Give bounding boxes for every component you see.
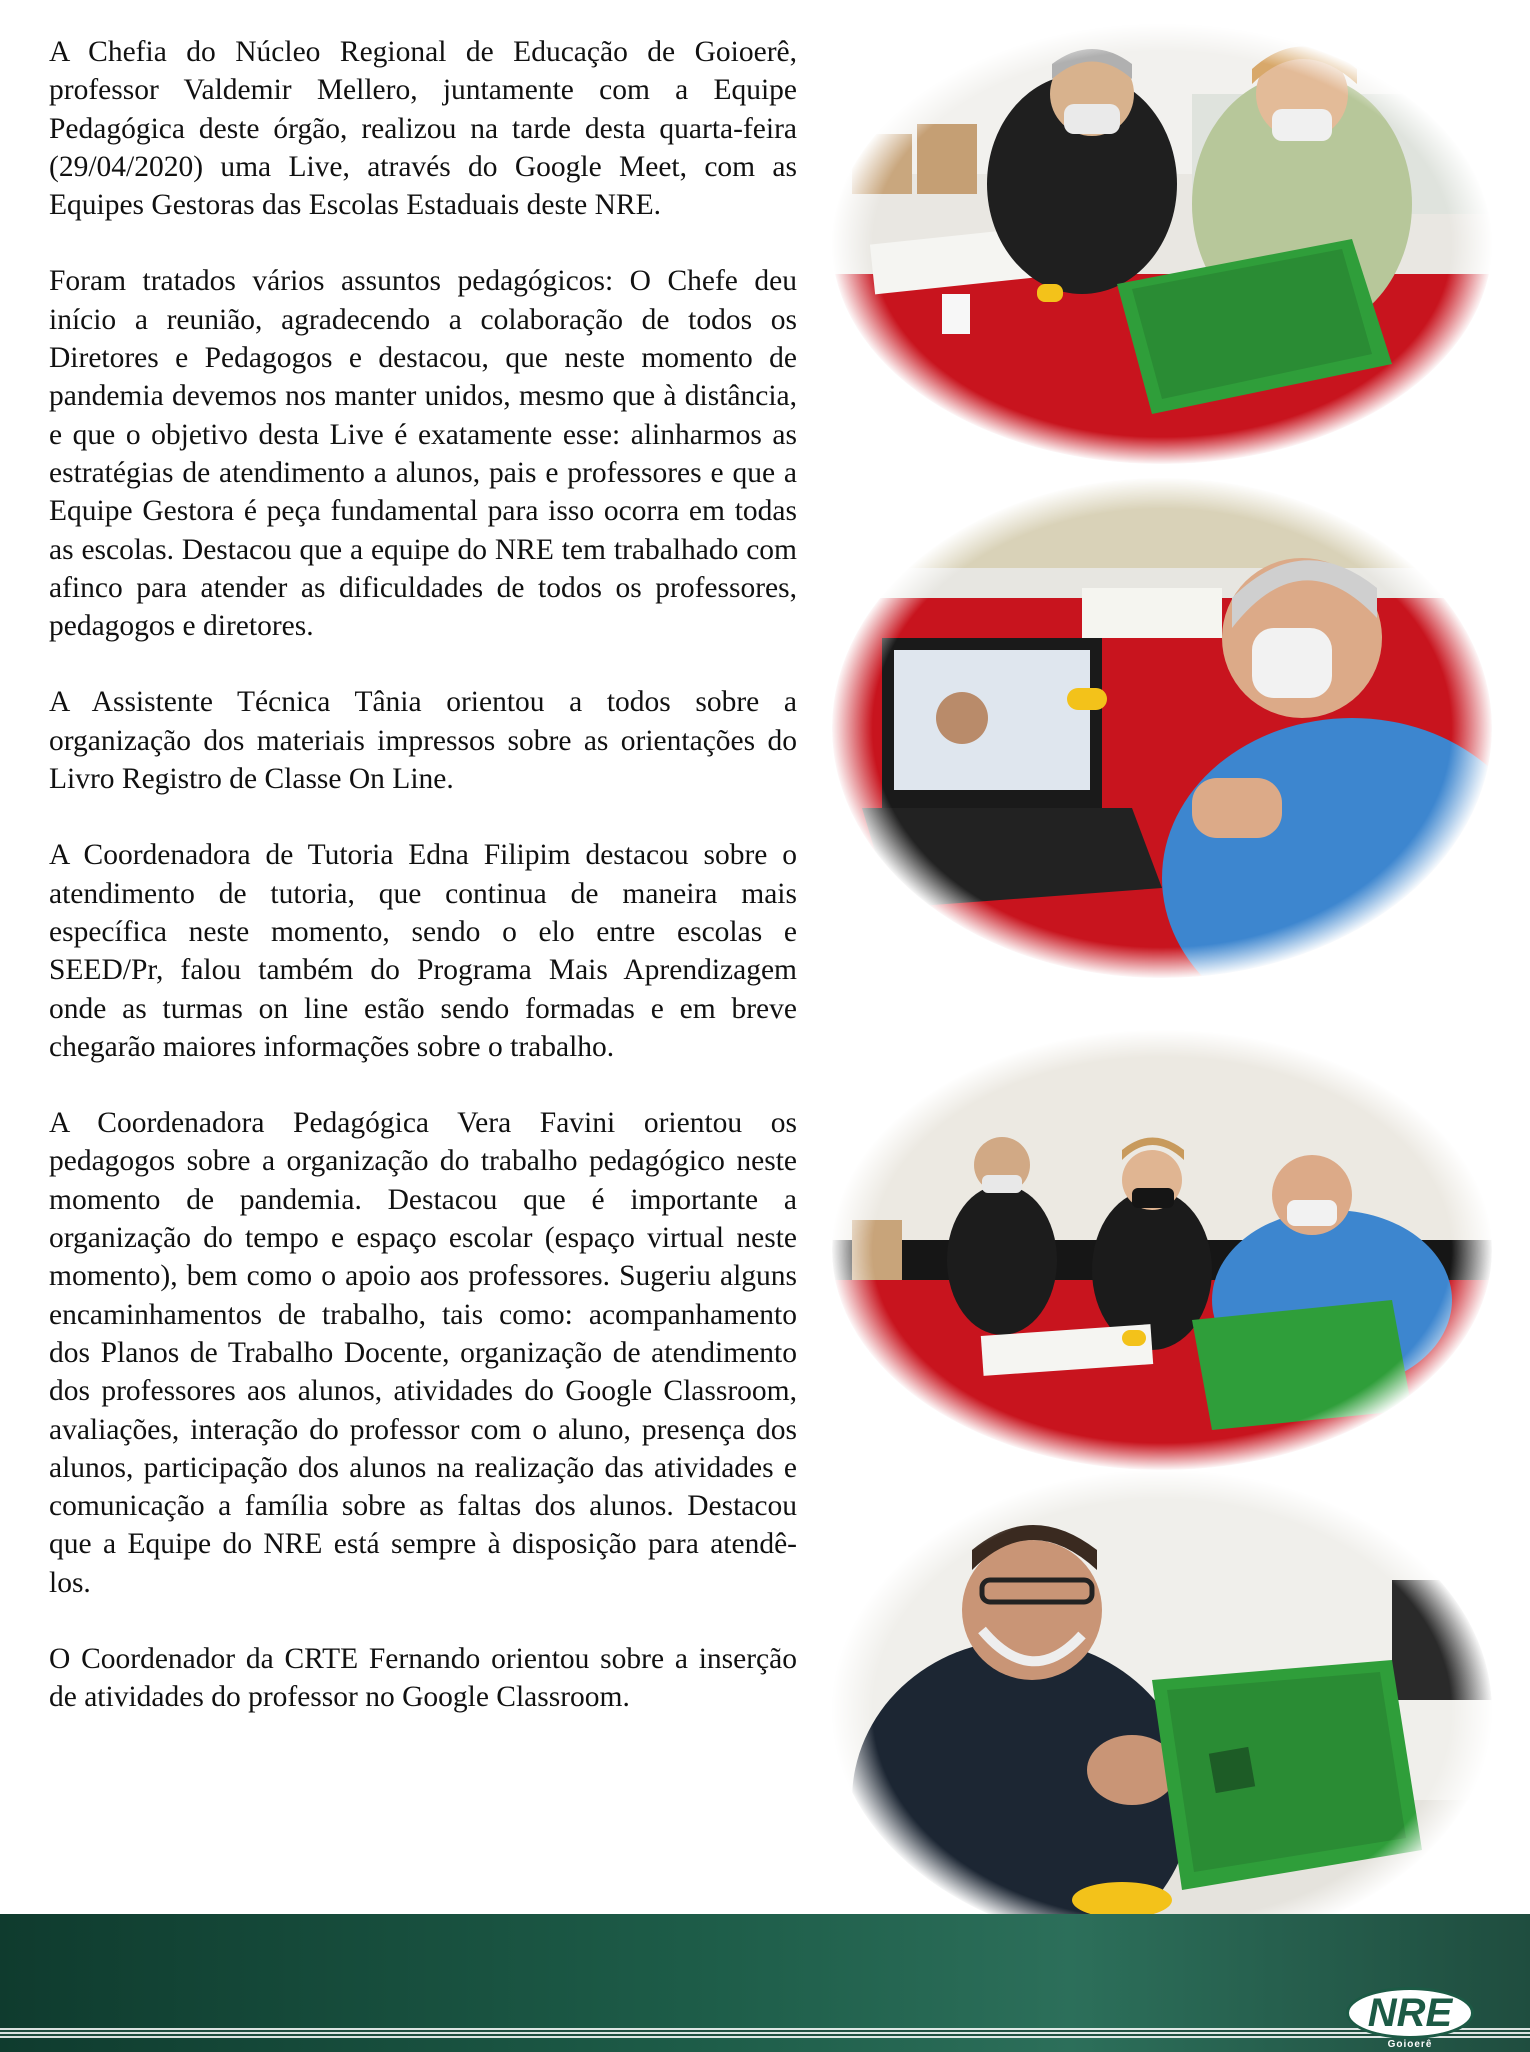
- photo-illustration: [832, 24, 1492, 464]
- paragraph-edna: A Coordenadora de Tutoria Edna Filipim destacou sobre o atendimento de tutoria, que continua de maneira mais específica neste momento, sendo o elo entre escolas e SEED/Pr, falou também do Programa Mais Aprendizagem onde as turmas on line estão sendo formadas e em breve chegarão maiores informações sobre o trabalho.: [49, 839, 797, 1063]
- footer-band: [0, 1914, 1530, 2052]
- nre-logo: [1346, 1987, 1474, 2050]
- logo-mark: NRE: [1346, 1987, 1474, 2039]
- meeting-photo-2: [832, 478, 1492, 978]
- logo-caption: Goioerê: [1387, 2039, 1433, 2050]
- meeting-photo-1: [832, 24, 1492, 464]
- article-text: [49, 33, 797, 1717]
- paragraph-vera: A Coordenadora Pedagógica Vera Favini orientou os pedagogos sobre a organização do trabalho pedagógico neste momento de pandemia. Destacou que é importante a organização do tempo e espaço escolar (espaço virtual neste momento), bem como o apoio aos professores. Sugeriu alguns encaminhamentos de trabalho, tais como: acompanhamento dos Planos de Trabalho Docente, organização de atendimento dos professores aos alunos, atividades do Google Classroom, avaliações, interação do professor com o aluno, presença dos alunos, participação dos alunos na realização das atividades e comunicação a família sobre as faltas dos alunos. Destacou que a Equipe do NRE está sempre à disposição para atendê-los.: [49, 1107, 797, 1599]
- footer-stripes: [0, 2028, 1530, 2038]
- paragraph-fernando: O Coordenador da CRTE Fernando orientou sobre a inserção de atividades do professor no Google Classroom.: [49, 1642, 797, 1714]
- meeting-photo-4: [832, 1470, 1492, 1950]
- photo-illustration: [832, 478, 1492, 978]
- meeting-photo-3: [832, 1030, 1492, 1470]
- photo-illustration: [832, 1030, 1492, 1470]
- paragraph-tania: A Assistente Técnica Tânia orientou a todos sobre a organização dos materiais impressos sobre as orientações do Livro Registro de Classe On Line.: [49, 686, 797, 796]
- paragraph-intro: A Chefia do Núcleo Regional de Educação de Goioerê, professor Valdemir Mellero, juntamente com a Equipe Pedagógica deste órgão, realizou na tarde desta quarta-feira (29/04/2020) uma Live, através do Google Meet, com as Equipes Gestoras das Escolas Estaduais deste NRE.: [49, 36, 797, 222]
- photo-illustration: [832, 1470, 1492, 1950]
- paragraph-topics: Foram tratados vários assuntos pedagógicos: O Chefe deu início a reunião, agradecendo a colaboração de todos os Diretores e Pedagogos e destacou, que neste momento de pandemia devemos nos manter unidos, mesmo que à distância, e que o objetivo desta Live é exatamente esse: alinharmos as estratégias de atendimento a alunos, pais e professores e que a Equipe Gestora é peça fundamental para isso ocorra em todas as escolas. Destacou que a equipe do NRE tem trabalhado com afinco para atender as dificuldades de todos os professores, pedagogos e diretores.: [49, 265, 797, 643]
